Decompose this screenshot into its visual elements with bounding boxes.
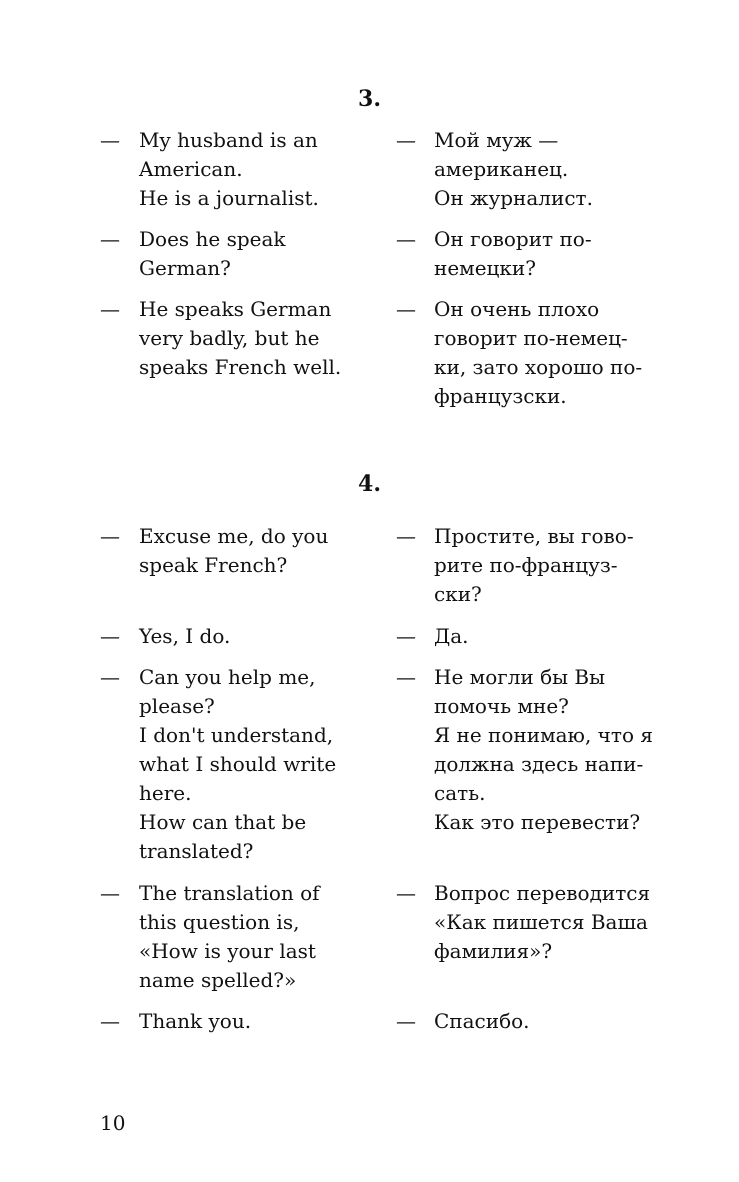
english-line: Thank you. (139, 1009, 252, 1033)
russian-line: Он очень плохо говорит по-немец- ки, зато хорошо по- французски. (434, 297, 643, 408)
russian-line: Вопрос переводится «Как пишется Ваша фамилия»? (434, 881, 651, 963)
dash-ru: — (396, 1009, 416, 1033)
english-line: Does he speak German? (139, 227, 286, 280)
dash-en: — (100, 227, 120, 251)
dash-ru: — (396, 624, 416, 648)
page-number: 10 (100, 1111, 126, 1135)
english-line: My husband is an American. He is a journalist. (139, 128, 319, 210)
section-heading-3: 3. (358, 86, 381, 112)
english-line: Yes, I do. (139, 624, 231, 648)
english-line: Excuse me, do you speak French? (139, 524, 329, 577)
dash-ru: — (396, 128, 416, 152)
russian-line: Простите, вы гово- рите по-француз- ски? (434, 524, 634, 606)
dash-en: — (100, 881, 120, 905)
dash-en: — (100, 524, 120, 548)
dash-en: — (100, 665, 120, 689)
russian-line: Мой муж — американец. Он журналист. (434, 128, 593, 210)
russian-line: Он говорит по- немецки? (434, 227, 592, 280)
dash-ru: — (396, 297, 416, 321)
dash-ru: — (396, 881, 416, 905)
dash-ru: — (396, 665, 416, 689)
section-heading-4: 4. (358, 471, 381, 497)
russian-line: Спасибо. (434, 1009, 530, 1033)
dash-en: — (100, 1009, 120, 1033)
russian-line: Не могли бы Вы помочь мне? Я не понимаю, что я должна здесь напи- сать. Как это перевести? (434, 665, 653, 834)
english-line: He speaks German very badly, but he speaks French well. (139, 297, 342, 379)
dash-en: — (100, 297, 120, 321)
dash-ru: — (396, 227, 416, 251)
dash-ru: — (396, 524, 416, 548)
english-line: Can you help me, please? I don't understand, what I should write here. How can that be translated? (139, 665, 337, 863)
english-line: The translation of this question is, «How is your last name spelled?» (139, 881, 320, 992)
russian-line: Да. (434, 624, 469, 648)
dash-en: — (100, 128, 120, 152)
dash-en: — (100, 624, 120, 648)
